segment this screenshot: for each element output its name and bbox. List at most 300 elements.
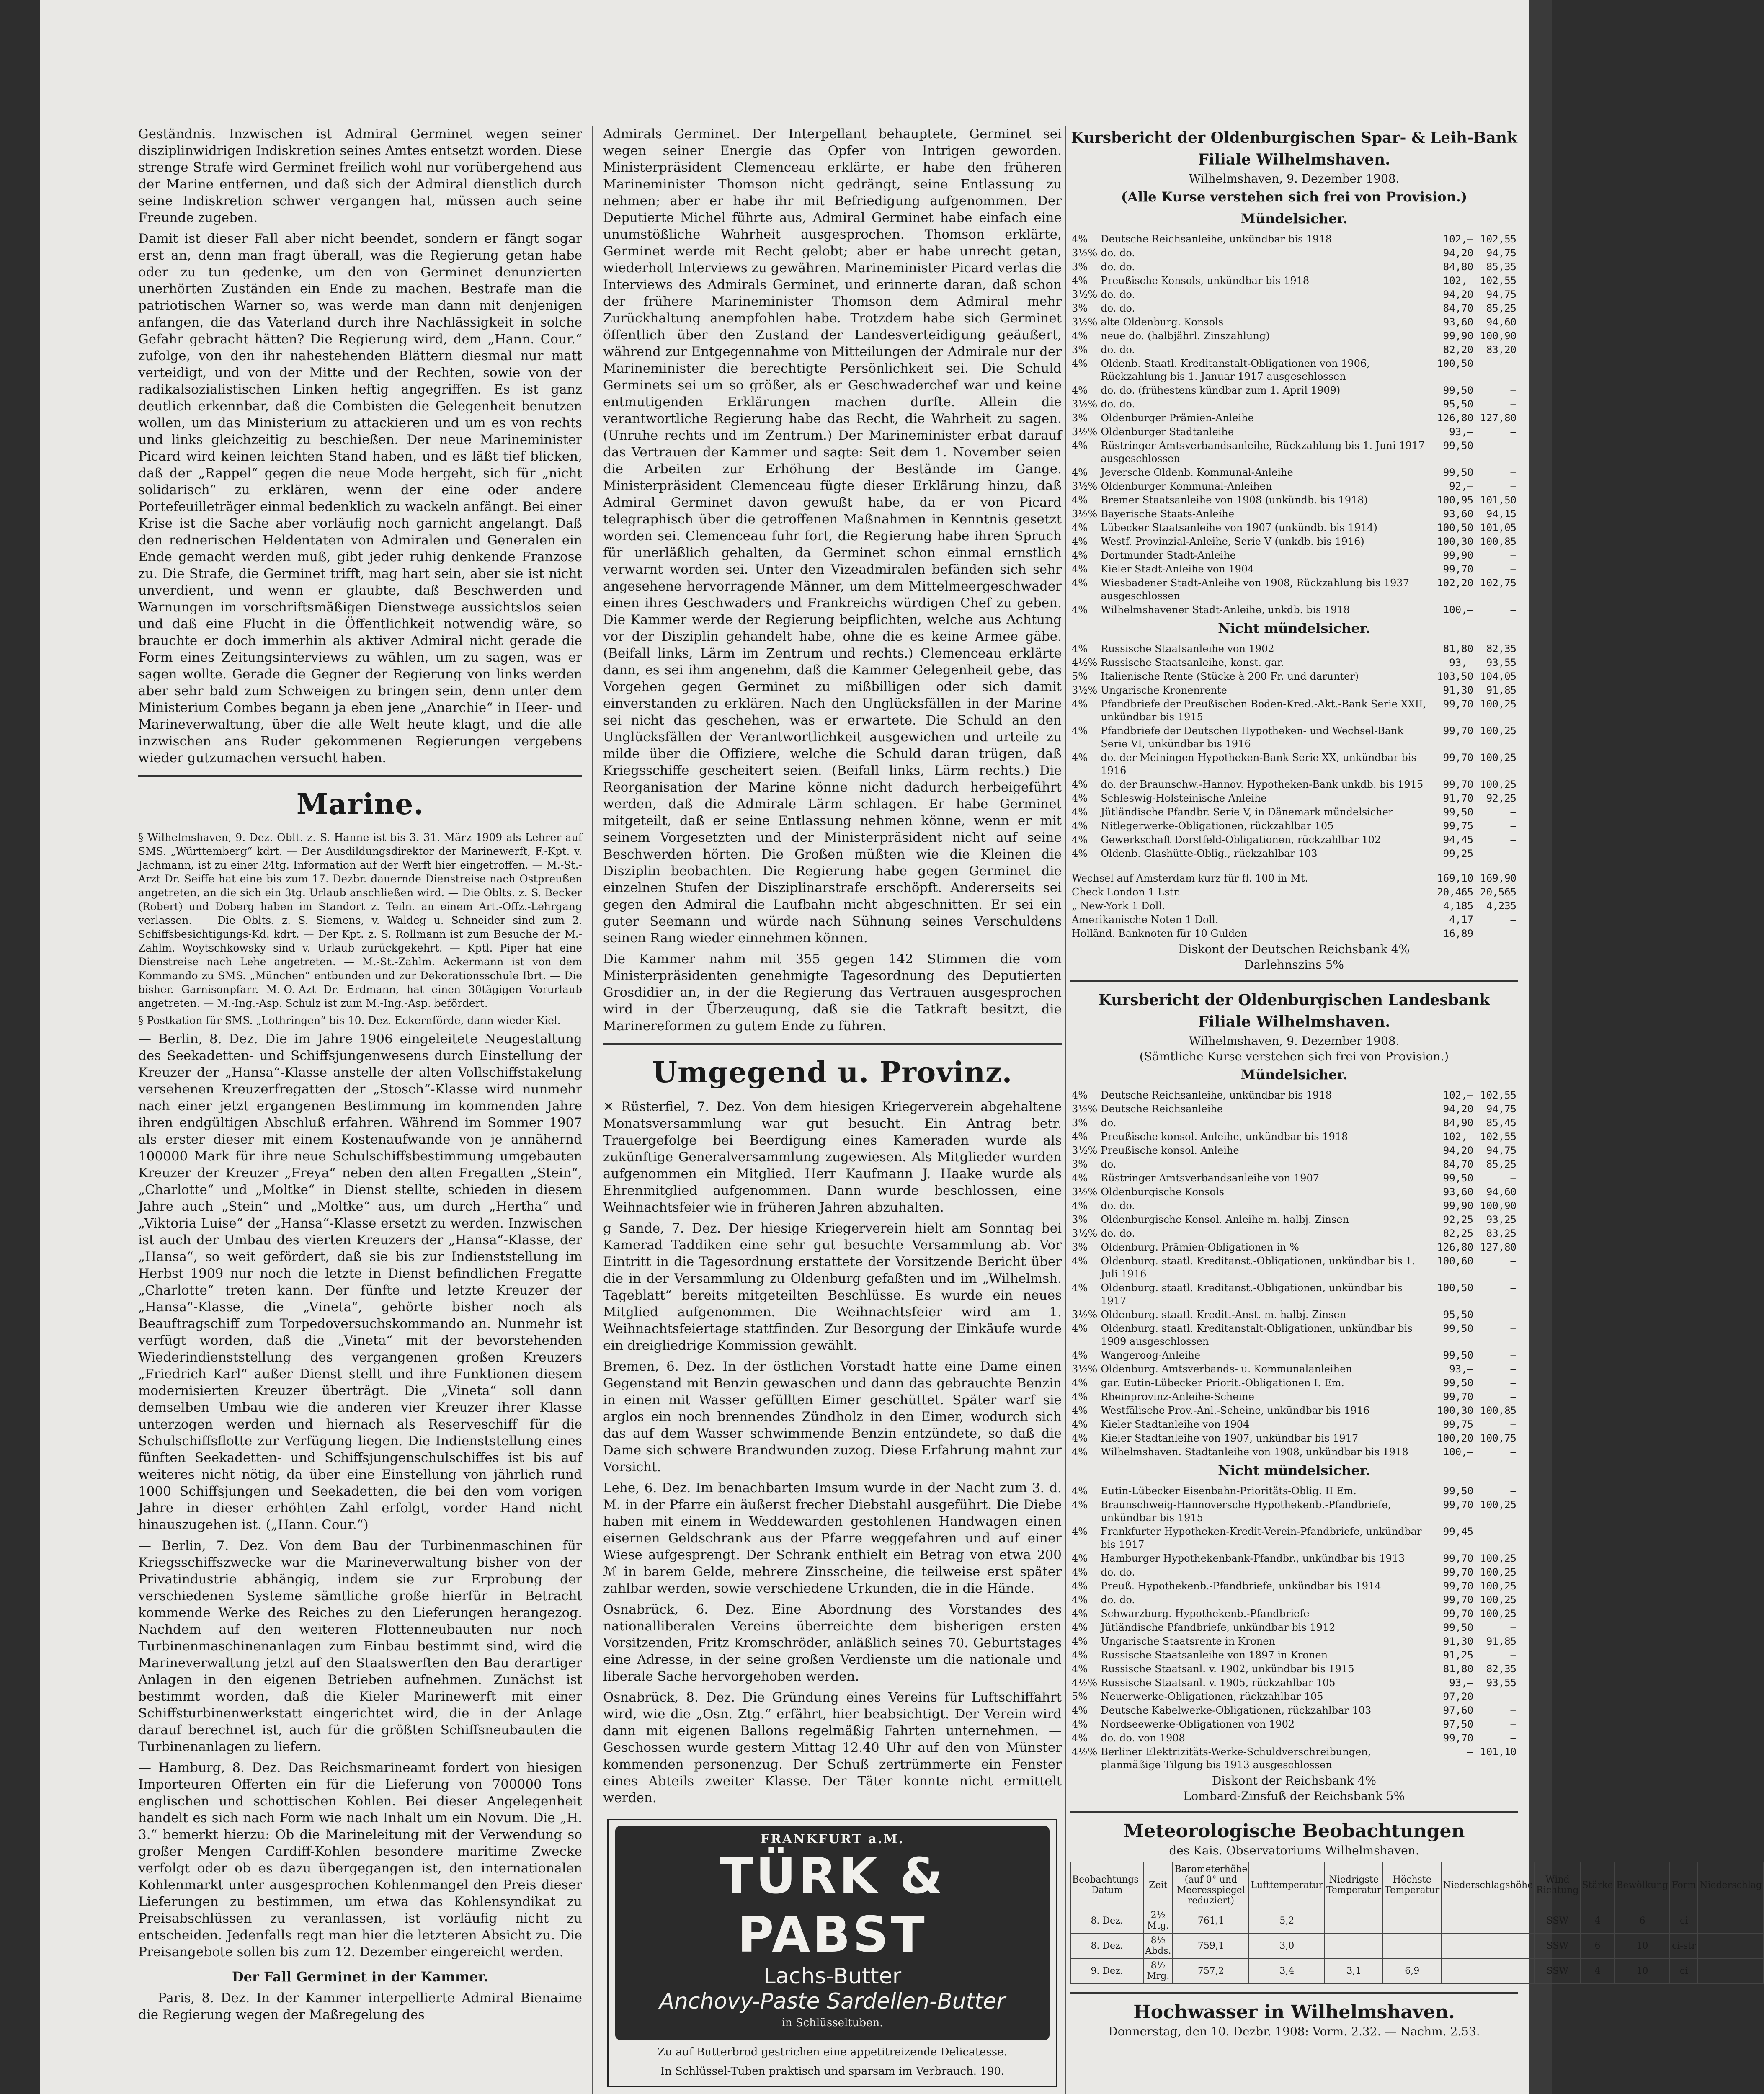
rate-cell: 94,20	[1443, 1145, 1473, 1156]
rate-cell: 3½%	[1072, 684, 1098, 696]
met-cell	[1698, 1908, 1764, 1933]
article-paris: — Paris, 8. Dez. In der Kammer interpellierte Admiral Bienaime die Regierung wegen der Maßregelung des	[138, 1991, 582, 2022]
rate-cell: 85,35	[1486, 261, 1516, 273]
rate-cell: 99,90	[1443, 330, 1473, 342]
rate-row	[1070, 1227, 1518, 1240]
rate-row	[1070, 384, 1518, 397]
landes-sub-2: Nicht mündelsicher.	[1218, 1462, 1370, 1478]
met-header-cell: Niederschlag	[1698, 1862, 1764, 1908]
rate-row	[1070, 847, 1518, 861]
rate-cell: 3%	[1072, 1158, 1088, 1170]
article-paragraph: Die Kammer nahm mit 355 gegen 142 Stimmen die vom Ministerpräsidenten genehmigte Tagesordnung des Deputierten Grosdidier an, in der die Regierung das Vertrauen ausgesprochen wird in der Überzeugung, daß sie die Tatkraft besitzt, die Marinereformen zu gutem Ende zu führen.	[603, 952, 1062, 1034]
rate-row	[1070, 1254, 1518, 1281]
section-rule	[603, 1043, 1062, 1045]
rate-row	[1070, 819, 1518, 833]
article-berlin-1: — Berlin, 8. Dez. Die im Jahre 1906 eingeleitete Neugestaltung des Seekadetten- und Schiffsjungenwesens durch Einstellung der Kreuzer der „Hansa“-Klasse anstelle der alten Vollschiffstakelung versehenen Kreuzerfregatten der „Stosch“-Klasse wird nunmehr nach einer jetzt ergangenen Bestimmung im kommenden Jahre ihren endgültigen Abschluß erfahren. Während im Sommer 1907 als erster dieser mit einem Kostenaufwande von je annähernd 100000 Mark für ihre neue Schulschiffsbestimmung umgebauten Kreuzer der Kreuzer „Freya“ neben den alten Fregatten „Stein“, „Charlotte“ und „Moltke“ in Dienst stellte, schieden in diesem Jahre auch „Stein“ und „Moltke“ aus, um durch „Hertha“ und „Viktoria Luise“ der „Hansa“-Klasse ersetzt zu werden. Inzwischen ist auch der Umbau des vierten Kreuzers der „Hansa“-Klasse, der „Hansa“, so weit gefördert, daß sie bis zur Indienststellung im Herbst 1909 nur noch die letzte in Dienst befindlichen Fregatte „Charlotte“ treten kann. Der fünfte und letzte Kreuzer der „Hansa“-Klasse, die „Vineta“, gehörte bisher noch als Beauftragschiff zum Torpedoversuchskommando an. Nunmehr ist verfügt worden, daß die „Vineta“ mit der bevorstehenden Wiederindienststellung des vergangenen großen Kreuzers „Friedrich Karl“ außer Dienst stellt und ihre Funktionen diesem modernisierten Kreuzer überträgt. Die „Vineta“ soll dann demselben Umbau wie die anderen vier Kreuzer ihrer Klasse unterzogen werden und hiernach als Reserveschiff für die Schulschiffsflotte zur Verfügung liegen. Die Indienststellung eines fünften Seekadetten- und Schiffsjungenschulschiffes ist bis auf weiteres nicht nötig, da über eine Einstellung von jährlich rund 1000 Schiffsjungen und Seekadetten, die bei den vom vorigen Jahre in dieser erhöhten Zahl erfolgt, vorder Hand nicht hinauszugehen ist. („Hann. Cour.“)	[138, 1032, 582, 1532]
rate-cell: 100,95	[1437, 494, 1473, 506]
rate-row	[1070, 1404, 1518, 1418]
rate-cell: —	[1510, 1349, 1516, 1361]
rate-cell: 3½%	[1072, 289, 1098, 300]
rate-cell: 99,70	[1443, 1499, 1473, 1511]
rate-cell: Wilhelmshaven. Stadtanleihe von 1908, unkündbar bis 1918	[1101, 1446, 1408, 1458]
met-cell: ci	[1670, 1908, 1698, 1933]
rate-cell: 4½%	[1072, 1746, 1098, 1758]
rate-row	[1070, 656, 1518, 670]
rate-cell: 4%	[1072, 604, 1088, 616]
met-cell: 8. Dez.	[1070, 1933, 1143, 1958]
met-cell	[1441, 1933, 1534, 1958]
rate-cell: Eutin-Lübecker Eisenbahn-Prioritäts-Oblig. II Em.	[1101, 1485, 1357, 1497]
rate-cell: Deutsche Reichsanleihe, unkündbar bis 1918	[1101, 233, 1332, 245]
section-rule	[1070, 1992, 1518, 1994]
met-cell: 8½ Mrg.	[1143, 1958, 1173, 1983]
rate-cell: Oldenburgische Konsols	[1101, 1186, 1225, 1198]
rate-cell: 3½%	[1072, 1309, 1098, 1320]
rate-cell: 4%	[1072, 494, 1088, 506]
rate-cell: —	[1467, 1746, 1473, 1758]
article-paragraph: Damit ist dieser Fall aber nicht beendet, sondern er fängt sogar erst an, denn man fragt überall, was die Regierung getan habe oder zu tun gedenke, um den von Germinet denunzierten unerhörten Zuständen ein Ende zu machen. Bestrafe man die patriotischen Warner so, was werde man dann mit denjenigen anfangen, die das Vaterland durch ihre Nachlässigkeit in solche Gefahr gebracht hätten? Die Regierung wird, dem „Hann. Cour.“ zufolge, von den ihr nahestehenden Blättern diesmal nur matt verteidigt, und von der Mitte und der Rechten, sowie von der radikalsozialistischen Linken heftig angegriffen. Es ist ganz deutlich erkennbar, daß die Combisten die Gelegenheit benutzen wollen, um das Ministerium zu attackieren und um es von rechts und links gleichzeitig zu beschießen. Der neue Marineminister Picard wird keinen leichten Stand haben, und es läßt tief blicken, daß der „Rappel“ gegen die neue Mode hergeht, sich für „nicht solidarisch“ zu erklären, wenn der eine oder andere Portefeuilleträger einmal bedenklich zu wackeln anfängt. Bei einer Krise ist die Sache aber vorläufig noch garnicht angelangt. Daß den rednerischen Heldentaten von Admiralen und Generalen ein Ende gemacht werden muß, gibt jeder ruhig denkende Franzose zu. Die Strafe, die Germinet trifft, mag hart sein, aber sie ist nicht unverdient, und wenn er glaubte, daß Beschwerden und Warnungen im vorschriftsmäßigen Dienstwege aussichtslos seien und daß eine Flucht in die Öffentlichkeit notwendig wäre, so brauchte er doch immerhin als aktiver Admiral nicht gerade die Form eines Zeitungsinterviews zu wählen, um zu sagen, was er sagen wollte. Gerade die Gegner der Regierung von links werden aber sehr bald zum Schweigen zu bringen sein, denn unter dem Ministerium Combes begann ja eben jene „Anarchie“ in Heer- und Marineverwaltung, über die alle Welt heute klagt, und die alle inzwischen ans Ruder gekommenen Regierungen vergebens wieder gutzumachen versucht haben.	[138, 231, 582, 766]
rate-row	[1070, 1445, 1518, 1459]
rate-cell: 4%	[1072, 1377, 1088, 1389]
ad-brand: TÜRK & PABST	[720, 1847, 945, 1963]
rate-cell: 100,85	[1480, 1405, 1516, 1416]
spar-discount: Diskont der Deutschen Reichsbank 4%	[1178, 942, 1410, 956]
rate-cell: 4%	[1072, 1635, 1088, 1647]
rate-row	[1070, 927, 1518, 941]
landes-discount: Diskont der Reichsbank 4%	[1212, 1774, 1377, 1787]
rate-cell: 4%	[1072, 1718, 1088, 1730]
rate-cell: 99,50	[1443, 384, 1473, 396]
rate-row	[1070, 439, 1518, 466]
rate-cell: 4%	[1072, 1663, 1088, 1675]
rate-cell: —	[1510, 440, 1516, 451]
spar-date: Wilhelmshaven, 9. Dezember 1908.	[1189, 172, 1400, 186]
postal-notice: § Postkation für SMS. „Lothringen“ bis 10. Dez. Eckernförde, dann wieder Kiel.	[138, 1014, 561, 1026]
rate-cell: do.	[1101, 1158, 1117, 1170]
rate-cell: 4%	[1072, 1594, 1088, 1606]
landes-date: Wilhelmshaven, 9. Dezember 1908.	[1189, 1034, 1400, 1048]
rate-cell: 99,45	[1443, 1526, 1473, 1537]
rate-cell: —	[1510, 358, 1516, 369]
met-cell	[1698, 1933, 1764, 1958]
rate-cell: 4%	[1072, 820, 1088, 832]
rate-cell: —	[1510, 848, 1516, 859]
rate-row	[1070, 576, 1518, 603]
rate-cell: 92,—	[1449, 480, 1473, 492]
met-cell: 8. Dez.	[1070, 1908, 1143, 1933]
rate-cell: 91,85	[1486, 684, 1516, 696]
rate-row	[1070, 232, 1518, 246]
rate-cell: 3%	[1072, 302, 1088, 314]
rate-cell: 93,60	[1443, 316, 1473, 328]
rate-cell: 82,35	[1486, 1663, 1516, 1675]
rate-row	[1070, 1102, 1518, 1116]
rate-row	[1070, 642, 1518, 656]
ad-packaging: in Schlüsseltuben.	[781, 2017, 883, 2029]
spar-sub-2: Nicht mündelsicher.	[1218, 620, 1370, 636]
rate-row	[1070, 1648, 1518, 1662]
rate-cell: 99,70	[1443, 725, 1473, 737]
met-cell: 757,2	[1173, 1958, 1249, 1983]
rate-cell: 4%	[1072, 467, 1088, 478]
rate-cell: do. do.	[1101, 289, 1135, 300]
spar-fx-table	[1070, 872, 1518, 941]
rate-cell: 99,50	[1443, 1172, 1473, 1184]
rate-cell: 84,80	[1443, 261, 1473, 273]
rate-cell: 99,70	[1443, 1732, 1473, 1744]
rate-row	[1070, 549, 1518, 562]
ad-city: FRANKFURT a.M.	[760, 1832, 905, 1846]
rate-cell: Hamburger Hypothekenbank-Pfandbr., unkündbar bis 1913	[1101, 1552, 1405, 1564]
rate-cell: —	[1510, 467, 1516, 478]
rate-cell: 100,90	[1480, 1200, 1516, 1212]
rate-cell: 94,75	[1486, 289, 1516, 300]
rate-cell: Wilhelmshavener Stadt-Anleihe, unkdb. bis 1918	[1101, 604, 1350, 616]
rate-cell: 100,25	[1480, 1552, 1516, 1564]
rate-row	[1070, 1362, 1518, 1376]
landes-sub-1: Mündelsicher.	[1240, 1067, 1348, 1083]
rate-row	[1070, 1593, 1518, 1607]
rate-row	[1070, 1484, 1518, 1498]
met-cell: 759,1	[1173, 1933, 1249, 1958]
local-news-item: Osnabrück, 6. Dez. Eine Abordnung des Vorstandes des nationalliberalen Vereins überreichte dem bisherigen ersten Vorsitzenden, Fritz Kromschröder, anläßlich seines 70. Geburtstages eine Adresse, in der seine großen Verdienste um die nationale und liberale Sache hervorgehoben werden.	[603, 1602, 1062, 1684]
hochwasser-title: Hochwasser in Wilhelmshaven.	[1133, 2001, 1455, 2023]
rate-cell: Ungarische Staatsrente in Kronen	[1101, 1635, 1275, 1647]
rate-row	[1070, 724, 1518, 751]
met-header-cell: Lufttemperatur	[1249, 1862, 1325, 1908]
rate-cell: 99,70	[1443, 1594, 1473, 1606]
rate-cell: 100,25	[1480, 779, 1516, 790]
rate-row	[1070, 493, 1518, 507]
rate-cell: 99,70	[1443, 752, 1473, 763]
rate-cell: 100,50	[1437, 358, 1473, 369]
rate-row	[1070, 411, 1518, 425]
rate-cell: —	[1510, 1526, 1516, 1537]
rate-cell: Russische Staatsanl. v. 1905, rückzahlbar 105	[1101, 1677, 1336, 1689]
rate-cell: 94,75	[1486, 1103, 1516, 1115]
rate-cell: 169,90	[1480, 872, 1516, 884]
rate-cell: 4%	[1072, 779, 1088, 790]
marine-heading: Marine.	[296, 788, 424, 821]
rate-cell: 99,70	[1443, 1608, 1473, 1619]
rate-row	[1070, 1144, 1518, 1158]
rate-cell: Amerikanische Noten 1 Doll.	[1072, 914, 1219, 926]
rate-row	[1070, 872, 1518, 885]
rate-row	[1070, 535, 1518, 549]
rate-cell: —	[1510, 1282, 1516, 1294]
rate-row	[1070, 1525, 1518, 1552]
local-news-item: Bremen, 6. Dez. In der östlichen Vorstadt hatte eine Dame einen Gegenstand mit Benzin gewaschen und dann das gebrauchte Benzin in einen mit Wasser gefüllten Eimer geschüttet. Später warf sie arglos ein noch brennendes Zündholz in den Eimer, wodurch sich das auf dem Wasser schwimmende Benzin entzündete, so daß die Dame sich schwere Brandwunden zuzog. Diese Erfahrung mahnt zur Vorsicht.	[603, 1359, 1062, 1475]
rate-cell: do.	[1101, 1117, 1117, 1129]
rate-row	[1070, 1621, 1518, 1635]
rate-cell: 102,55	[1480, 1089, 1516, 1101]
rate-cell: Bayerische Staats-Anleihe	[1101, 508, 1235, 520]
rate-cell: 4%	[1072, 1089, 1088, 1101]
rate-cell: Nitlegerwerke-Obligationen, rückzahlbar 105	[1101, 820, 1334, 832]
rate-cell: 93,25	[1486, 1214, 1516, 1225]
rate-cell: 4%	[1072, 1566, 1088, 1578]
rate-cell: —	[1510, 384, 1516, 396]
rate-cell: 3½%	[1072, 1103, 1098, 1115]
rate-cell: Oldenburger Kommunal-Anleihen	[1101, 480, 1272, 492]
section-rule	[1070, 1811, 1518, 1813]
rate-cell: 4%	[1072, 1418, 1088, 1430]
rate-cell: Russische Staatsanl. v. 1902, unkündbar bis 1915	[1101, 1663, 1354, 1675]
rate-cell: 4%	[1072, 698, 1088, 710]
rate-cell: —	[1510, 549, 1516, 561]
article-berlin-2: — Berlin, 7. Dez. Von dem Bau der Turbinenmaschinen für Kriegsschiffszwecke war die Marineverwaltung bisher von der Privatindustrie abhängig, indem sie zur Erprobung der verschiedenen Systeme sämtliche große hierfür in Betracht kommende Werke des Reiches zu den Lieferungen herangezog. Nachdem auf den weiteren Flottenneubauten nur noch Turbinenmaschinenanlagen zum Einbau bestimmt sind, wird die Marineverwaltung jetzt auf den Staatswerften den Bau derartiger Anlagen in den eigenen Betrieben aufnehmen. Zunächst ist bestimmt worden, daß die Kieler Marinewerft mit einer Schiffsturbinenwerkstatt eingerichtet wird, die in der Anlage darauf berechnet ist, auch für die größten Schiffsneubauten die Turbinenanlagen zu liefern.	[138, 1538, 582, 1754]
rate-cell: —	[1510, 914, 1516, 926]
met-header-cell: Zeit	[1143, 1862, 1173, 1908]
rate-cell: 97,60	[1443, 1705, 1473, 1716]
rate-cell: 100,25	[1480, 1566, 1516, 1578]
rate-cell: 3½%	[1072, 1363, 1098, 1375]
rate-row	[1070, 778, 1518, 792]
met-cell: 3,0	[1249, 1933, 1325, 1958]
rate-row	[1070, 1498, 1518, 1525]
rate-cell: 127,80	[1480, 1241, 1516, 1253]
rate-cell: 4%	[1072, 725, 1088, 737]
rate-cell: —	[1510, 1705, 1516, 1716]
rate-cell: alte Oldenburg. Konsols	[1101, 316, 1224, 328]
met-cell: 6,9	[1383, 1958, 1441, 1983]
rate-cell: 99,50	[1443, 1377, 1473, 1389]
spar-branch: Filiale Wilhelmshaven.	[1198, 151, 1390, 168]
rate-cell: 94,45	[1443, 834, 1473, 846]
rate-cell: Jütländische Pfandbriefe, unkündbar bis 1912	[1101, 1622, 1336, 1633]
rate-row	[1070, 397, 1518, 411]
rate-row	[1070, 1552, 1518, 1565]
landes-table-1	[1070, 1088, 1518, 1459]
met-header-cell: Niederschlagshöhe	[1441, 1862, 1534, 1908]
rate-cell: do. do. (frühestens kündbar zum 1. April 1909)	[1101, 384, 1341, 396]
met-cell: 2½ Mtg.	[1143, 1908, 1173, 1933]
rate-cell: 4%	[1072, 1323, 1088, 1334]
rate-cell: 102,—	[1443, 275, 1473, 286]
rate-row	[1070, 288, 1518, 302]
rate-cell: 4%	[1072, 1200, 1088, 1212]
rate-row	[1070, 507, 1518, 521]
met-cell	[1441, 1958, 1534, 1983]
rate-cell: Oldenb. Glashütte-Oblig., rückzahlbar 103	[1101, 848, 1318, 859]
rate-cell: Lübecker Staatsanleihe von 1907 (unkündb. bis 1914)	[1101, 522, 1377, 534]
rate-cell: 4%	[1072, 1622, 1088, 1633]
rate-cell: 4%	[1072, 1580, 1088, 1592]
rate-cell: 92,25	[1486, 792, 1516, 804]
rate-row	[1070, 1731, 1518, 1745]
rate-cell: 4,235	[1486, 900, 1516, 912]
rate-cell: —	[1510, 1446, 1516, 1458]
rate-cell: 3%	[1072, 412, 1088, 424]
ad-footer-text: In Schlüssel-Tuben praktisch und sparsam im Verbrauch.	[660, 2065, 977, 2078]
rate-cell: 92,25	[1443, 1214, 1473, 1225]
rate-cell: 99,50	[1443, 1349, 1473, 1361]
rate-row	[1070, 466, 1518, 480]
met-cell: 3,4	[1249, 1958, 1325, 1983]
rate-cell: Oldenburg. staatl. Kreditanst.-Obligationen, unkündbar bis 1917	[1101, 1282, 1403, 1307]
column-divider-1	[592, 126, 593, 2094]
met-cell	[1383, 1933, 1441, 1958]
met-cell: 761,1	[1173, 1908, 1249, 1933]
met-header-cell: Bewölkung	[1614, 1862, 1670, 1908]
rate-row	[1070, 1635, 1518, 1648]
rate-cell: —	[1510, 1485, 1516, 1497]
rate-row	[1070, 1431, 1518, 1445]
rate-row	[1070, 521, 1518, 535]
rate-cell: —	[1510, 1391, 1516, 1403]
rate-cell: 94,60	[1486, 1186, 1516, 1198]
rate-cell: neue do. (halbjährl. Zinszahlung)	[1101, 330, 1270, 342]
rate-cell: 97,50	[1443, 1718, 1473, 1730]
rate-cell: 4%	[1072, 1485, 1088, 1497]
rate-cell: 91,25	[1443, 1649, 1473, 1661]
rate-cell: do. do.	[1101, 398, 1135, 410]
rate-row	[1070, 1418, 1518, 1431]
rate-cell: —	[1510, 1718, 1516, 1730]
rate-cell: 100,—	[1443, 1446, 1473, 1458]
met-cell	[1325, 1908, 1383, 1933]
rate-cell: 95,50	[1443, 398, 1473, 410]
rate-cell: —	[1510, 1732, 1516, 1744]
rate-cell: 94,20	[1443, 289, 1473, 300]
rate-cell: 84,70	[1443, 302, 1473, 314]
rate-cell: —	[1510, 1622, 1516, 1633]
rate-cell: Oldenburg. staatl. Kreditanst.-Obligationen, unkündbar bis 1. Juli 1916	[1101, 1255, 1416, 1280]
rate-cell: 82,35	[1486, 643, 1516, 655]
rate-cell: Wechsel auf Amsterdam kurz für fl. 100 in Mt.	[1072, 872, 1308, 884]
rate-cell: 101,50	[1480, 494, 1516, 506]
spar-note: (Alle Kurse verstehen sich frei von Provision.)	[1121, 189, 1467, 205]
rate-cell: do. do.	[1101, 1594, 1135, 1606]
rate-cell: 169,10	[1437, 872, 1473, 884]
met-cell: 8½ Abds.	[1143, 1933, 1173, 1958]
rate-row	[1070, 1676, 1518, 1690]
rate-cell: 99,50	[1443, 1485, 1473, 1497]
rate-cell: 83,20	[1486, 344, 1516, 356]
rate-row	[1070, 357, 1518, 384]
rate-cell: —	[1510, 834, 1516, 846]
rate-cell: 4%	[1072, 275, 1088, 286]
rate-cell: Russische Staatsanleihe von 1897 in Kronen	[1101, 1649, 1328, 1661]
rate-row	[1070, 246, 1518, 260]
met-cell: ci	[1670, 1958, 1698, 1983]
rate-cell: 102,—	[1443, 1131, 1473, 1142]
local-news-item: ✕ Rüsterfiel, 7. Dez. Von dem hiesigen Kriegerverein abgehaltene Monatsversammlung war gut besucht. Ein Antrag betr. Trauergefolge bei Beerdigung eines Kameraden wurde als zukünftige Generalversammlung zugewiesen. Als Mitglieder wurden aufgenommen ein Mitglied. Herr Kaufmann J. Haake wurde als Ehrenmitglied aufgenommen. Dann wurde beschlossen, eine Weihnachtsfeier wie in früheren Jahren abzuhalten.	[603, 1099, 1062, 1215]
column-divider-2	[1065, 126, 1066, 2094]
ad-product-2: Anchovy-Paste Sardellen-Butter	[659, 1989, 1006, 2014]
rate-cell: 4%	[1072, 1526, 1088, 1537]
rate-row	[1070, 1349, 1518, 1362]
rate-cell: —	[1510, 426, 1516, 438]
rate-cell: Preußische Konsols, unkündbar bis 1918	[1101, 275, 1310, 286]
rate-cell: 4%	[1072, 1282, 1088, 1294]
rate-cell: do. do. von 1908	[1101, 1732, 1185, 1744]
rate-row	[1070, 1662, 1518, 1676]
rate-cell: 4%	[1072, 1405, 1088, 1416]
met-title: Meteorologische Beobachtungen	[1123, 1821, 1465, 1842]
rate-cell: Oldenburgische Konsol. Anleihe m. halbj. Zinsen	[1101, 1214, 1349, 1225]
rate-cell: „ New-York 1 Doll.	[1072, 900, 1165, 912]
rate-cell: 4%	[1072, 1649, 1088, 1661]
met-row	[1070, 1933, 1764, 1958]
rate-cell: 99,70	[1443, 1552, 1473, 1564]
rate-cell: 104,05	[1480, 670, 1516, 682]
rate-row	[1070, 603, 1518, 617]
rate-cell: —	[1510, 1649, 1516, 1661]
rate-cell: 3½%	[1072, 1186, 1098, 1198]
met-cell: 4	[1581, 1958, 1615, 1983]
rate-cell: 99,90	[1443, 549, 1473, 561]
rate-cell: 99,75	[1443, 1418, 1473, 1430]
rate-cell: 4%	[1072, 752, 1088, 763]
rate-cell: Preuß. Hypothekenb.-Pfandbriefe, unkündbar bis 1914	[1101, 1580, 1381, 1592]
rate-cell: 100,60	[1437, 1255, 1473, 1267]
article-paragraph: Admirals Germinet. Der Interpellant behauptete, Germinet sei wegen seiner Energie das Opfer von Intrigen geworden. Ministerpräsident Clemenceau erklärte, er habe den früheren Marineminister Thomson nicht gedrängt, seine Entlassung zu nehmen; aber er habe ihr mit Befriedigung aufgenommen. Der Deputierte Michel führte aus, Admiral Germinet habe einfach eine unumstößliche Wahrheit ausgesprochen. Thomson erklärte, Germinet werde mit Recht gelobt; aber er habe unrecht getan, wiederholt Interviews zu gewähren. Marineminister Picard verlas die Interviews des Admirals Germinet, und erinnerte daran, daß schon der frühere Marineminister Thomson dem Admiral mehr Zurückhaltung anempfohlen habe. Trotzdem habe sich Germinet öffentlich über den Zustand der Landesverteidigung geäußert, während zur Entgegennahme von Mitteilungen der Admirale nur der Marineminister die berechtigte Persönlichkeit sei. Die Schuld Germinets sei um so größer, als er Geschwaderchef war und keine entmutigenden Erklärungen machen durfte. Allein die verantwortliche Regierung habe das Recht, die Wahrheit zu sagen. (Unruhe rechts und im Zentrum.) Der Marineminister erbat darauf das Vertrauen der Kammer und sagte: Seit dem 1. November seien die Arbeiten zur Erhöhung der Bestände im Gange. Ministerpräsident Clemenceau fügte dieser Erklärung hinzu, daß Admiral Germinet davon gewußt habe, da er von Picard telegraphisch über die getroffenen Maßnahmen in Kenntnis gesetzt worden sei. Clemenceau fuhr fort, die Regierung habe ihren Spruch für unerläßlich gehalten, da Germinet schon einmal ernstlich verwarnt worden sei. Unter den Vizeadmiralen befänden sich sehr angesehene hervorragende Männer, um dem Mittelmeergeschwader einen ihres Geschwaders und Frankreichs würdigen Chef zu geben. Die Kammer werde der Regierung beipflichten, welche aus Achtung vor der Disziplin gehandelt habe, ohne die es keine Armee gäbe. (Beifall links, Lärm im Zentrum und rechts.) Clemenceau erklärte dann, es sei ihm angenehm, daß die Kammer Gelegenheit gebe, das Vorgehen gegen Germinet zu mißbilligen oder sich damit einverstanden zu erklären. Nach den Unglücksfällen in der Marine sei nicht das geschehen, was er erwartete. Die Schuld an den Unglücksfällen der Verantwortlichkeit ausgewichen und urteile zu milde über die Offiziere, welche die Schuld daran trügen, daß Kriegsschiffe gescheitert seien. (Beifall links, Lärm rechts.) Die Reorganisation der Marine könne nicht dadurch herbeigeführt werden, daß die Admirale Lärm schlagen. Er habe Germinet mitgeteilt, daß er seine Entlassung nehmen könne, wenn er mit seinem Vorgesetzten und der Ministerpräsident nicht auf seine Beschwerden hörten. Die Großen müßten wie die Kleinen die Disziplin beobachten. Die Regierung habe gegen Germinet die einzelnen Stufen der Disziplinarstrafe erschöpft. Andererseits sei gegen den Admiral die Laufbahn nicht abgeschnitten. Er sei ein guter Seemann und würde nach Sühnung seines Verschuldens seinen Rang wieder einnehmen können.	[603, 126, 1062, 946]
rate-cell: Westf. Provinzial-Anleihe, Serie V (unkdb. bis 1916)	[1101, 536, 1364, 547]
rate-cell: 101,10	[1480, 1746, 1516, 1758]
rate-row	[1070, 1607, 1518, 1621]
rate-cell: 100,30	[1437, 536, 1473, 547]
rate-cell: 3½%	[1072, 398, 1098, 410]
rate-row	[1070, 315, 1518, 329]
rate-cell: 95,50	[1443, 1309, 1473, 1320]
personnel-notices: § Wilhelmshaven, 9. Dez. Oblt. z. S. Hanne ist bis 3. 31. März 1909 als Lehrer auf SMS. „Württemberg“ kdrt. — Der Ausdildungsdirektor der Marinewerft, F.-Kpt. v. Jachmann, ist zu einer 24tg. Information auf der Werft hier eingetroffen. — M.-St.-Arzt Dr. Seiffe hat eine bis zum 17. Dezbr. dauernde Dienstreise nach Ostpreußen angetreten, an die sich ein 3tg. Urlaub anschließen wird. — Die Oblts. z. S. Becker (Robert) und Doberg haben im Standort z. Teiln. an einem Art.-Offz.-Lehrgang verlassen. — Die Oblts. z. S. Siemens, v. Waldeg u. Schneider sind zum 2. Schiffsbesichtigungs-Kd. kdrt. — Der Kpt. z. S. Rollmann ist zum Besuche der M.-Zahlm. Woytschkowsky sind v. Urlaub zurückgekehrt. — Kptl. Piper hat eine Dienstreise nach Lehe angetreten. — M.-St.-Zahlm. Ackermann ist von dem Kommando zu SMS. „München“ entbunden und zur Dekorationsschule Ibrt. — Die bisher. Garnisonpfarr. M.-O.-Azt Dr. Erdmann, hat einen 30tägigen Vorurlaub angetreten. — M.-Ing.-Asp. Schulz ist zum M.-Ing.-Asp. befördert.	[138, 831, 582, 1009]
rate-cell: Oldenburg. staatl. Kredit.-Anst. m. halbj. Zinsen	[1101, 1309, 1346, 1320]
rate-cell: do. do.	[1101, 247, 1135, 259]
rate-cell: 93,55	[1486, 657, 1516, 668]
rate-cell: 4%	[1072, 440, 1088, 451]
column-left	[138, 126, 582, 2027]
rate-cell: 4,185	[1443, 900, 1473, 912]
rate-row	[1070, 1717, 1518, 1731]
rate-cell: 99,70	[1443, 563, 1473, 575]
rate-cell: Bremer Staatsanleihe von 1908 (unkündb. bis 1918)	[1101, 494, 1368, 506]
rate-cell: 4%	[1072, 1172, 1088, 1184]
rate-cell: Rüstringer Amtsverbandsanleihe, Rückzahlung bis 1. Juni 1917 ausgeschlossen	[1101, 440, 1425, 464]
rate-row	[1070, 1376, 1518, 1390]
rate-cell: 4%	[1072, 848, 1088, 859]
met-cell: 3,1	[1325, 1958, 1383, 1983]
local-news-item: Lehe, 6. Dez. Im benachbarten Imsum wurde in der Nacht zum 3. d. M. in der Pfarre ein äußerst frecher Diebstahl ausgeführt. Die Diebe haben mit einem in Weddewarden gestohlenen Handwagen einen eisernen Geldschrank aus der Pfarre weggefahren und auf einer Wiese aufgesprengt. Der Schrank enthielt ein Betrag von etwa 200 ℳ in barem Gelde, mehrere Zinsscheine, die teilweise erst später zahlbar werden, sowie verschiedene Urkunden, die in die Hände.	[603, 1480, 1062, 1596]
column-right	[1070, 126, 1762, 2040]
rate-cell: 4%	[1072, 1499, 1088, 1511]
rate-cell: 100,30	[1437, 1405, 1473, 1416]
rate-row	[1070, 1171, 1518, 1185]
met-cell: 4	[1581, 1908, 1615, 1933]
rate-cell: 4,17	[1449, 914, 1473, 926]
rate-cell: 3%	[1072, 1214, 1088, 1225]
rate-row	[1070, 302, 1518, 315]
rate-cell: Neuerwerke-Obligationen, rückzahlbar 105	[1101, 1691, 1323, 1702]
rate-cell: 99,25	[1443, 848, 1473, 859]
rate-row	[1070, 425, 1518, 439]
rate-cell: 100,20	[1437, 1432, 1473, 1444]
rate-cell: gar. Eutin-Lübecker Priorit.-Obligationen I. Em.	[1101, 1377, 1344, 1389]
rate-cell: —	[1510, 1255, 1516, 1267]
rate-cell: —	[1510, 480, 1516, 492]
rate-cell: 4%	[1072, 330, 1088, 342]
met-cell	[1383, 1908, 1441, 1933]
rate-cell: 4%	[1072, 233, 1088, 245]
met-cell: 10	[1614, 1958, 1670, 1983]
rate-cell: do. do.	[1101, 1566, 1135, 1578]
rate-cell: 85,25	[1486, 302, 1516, 314]
rate-cell: 4%	[1072, 806, 1088, 818]
rate-row	[1070, 343, 1518, 357]
rate-cell: Kieler Stadtanleihe von 1907, unkündbar bis 1917	[1101, 1432, 1359, 1444]
rate-row	[1070, 670, 1518, 683]
ad-product-1: Lachs-Butter	[763, 1964, 902, 1989]
